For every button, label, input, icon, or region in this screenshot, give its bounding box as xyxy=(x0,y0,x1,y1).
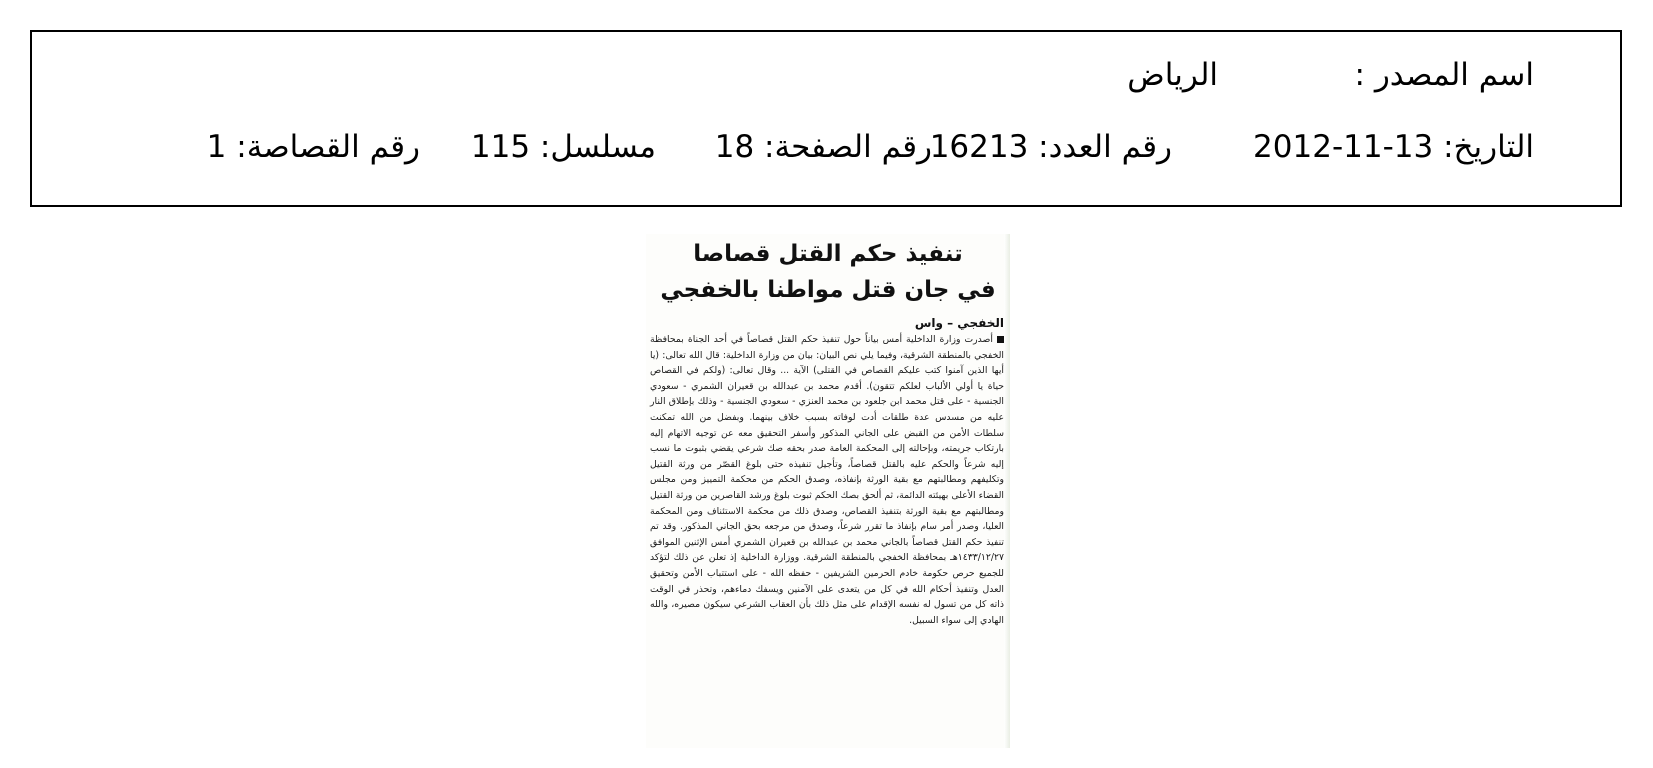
clipping-title-line-1: تنفيذ حكم القتل قصاصا xyxy=(693,241,963,267)
clipping-body xyxy=(650,332,1004,628)
source-value: الرياض xyxy=(1127,57,1218,93)
clipping-title-line-2: في جان قتل مواطنا بالخفجي xyxy=(660,277,996,303)
serial-number-field: مسلسل: 115 xyxy=(470,129,656,165)
newspaper-clipping xyxy=(646,234,1010,748)
clipping-number-field: رقم القصاصة: 1 xyxy=(206,129,420,165)
page-number-field: رقم الصفحة: 18 xyxy=(714,129,932,165)
metadata-header-box xyxy=(30,30,1622,207)
clipping-body-text: أصدرت وزارة الداخلية أمس بياناً حول تنفيذ حكم القتل قصاصاً في أحد الجناة بمحافظة الخفجي بالمنطقة الشرقية، وفيما يلي نص البيان: بيان من وزارة الداخلية: قال الله تعالى: (يا أيها الذين آمنوا كتب عليكم القصاص في القتلى) الآية ... وقال تعالى: (ولكم في القصاص حياة يا أولي الألباب لعلكم تتقون). أقدم محمد بن عبدالله بن قعيران الشمري - سعودي الجنسية - على قتل محمد ابن جلعود بن محمد العنزي - سعودي الجنسية - وذلك بإطلاق النار عليه من مسدس عدة طلقات أدت لوفاته بسبب خلاف بينهما. وبفضل من الله تمكنت سلطات الأمن من القبض على الجاني المذكور وأسفر التحقيق معه عن توجيه الاتهام إليه بارتكاب جريمته، وبإحالته إلى المحكمة العامة صدر بحقه صك شرعي يقضي بثبوت ما نسب إليه شرعاً والحكم عليه بالقتل قصاصاً، وتأجيل تنفيذه حتى بلوغ القصّر من ورثة القتيل وتكليفهم ومطالبتهم مع بقية الورثة بإنفاذه، وصدق الحكم من محكمة التمييز ومن مجلس القضاء الأعلى بهيئته الدائمة، ثم ألحق بصك الحكم ثبوت بلوغ ورشد القاصرين من ورثة القتيل ومطالبتهم مع بقية الورثة بتنفيذ القصاص، وصدق ذلك من محكمة الاستئناف ومن المحكمة العليا، وصدر أمر سام بإنفاذ ما تقرر شرعاً، وصدق من مرجعه بحق الجاني المذكور. وقد تم تنفيذ حكم القتل قصاصاً بالجاني محمد بن عبدالله بن قعيران الشمري أمس الإثنين الموافق ١٤٣٣/١٢/٢٧هـ بمحافظة الخفجي بالمنطقة الشرقية. ووزارة الداخلية إذ تعلن عن ذلك لتؤكد للجميع حرص حكومة خادم الحرمين الشريفين - حفظه الله - على استتباب الأمن وتحقيق العدل وتنفيذ أحكام الله في كل من يتعدى على الآمنين ويسفك دماءهم، وتحذر في الوقت ذاته كل من تسول له نفسه الإقدام على مثل ذلك بأن العقاب الشرعي سيكون مصيره، والله الهادي إلى سواء السبيل. xyxy=(650,334,1004,626)
issue-number-field: رقم العدد: 16213 xyxy=(929,129,1172,165)
clipping-title xyxy=(646,236,1010,308)
date-field: التاريخ: 13-11-2012 xyxy=(1253,129,1534,165)
source-label: اسم المصدر : xyxy=(1354,57,1534,93)
bullet-square-icon xyxy=(997,336,1004,343)
clipping-dateline: الخفجي – واس xyxy=(914,316,1004,330)
